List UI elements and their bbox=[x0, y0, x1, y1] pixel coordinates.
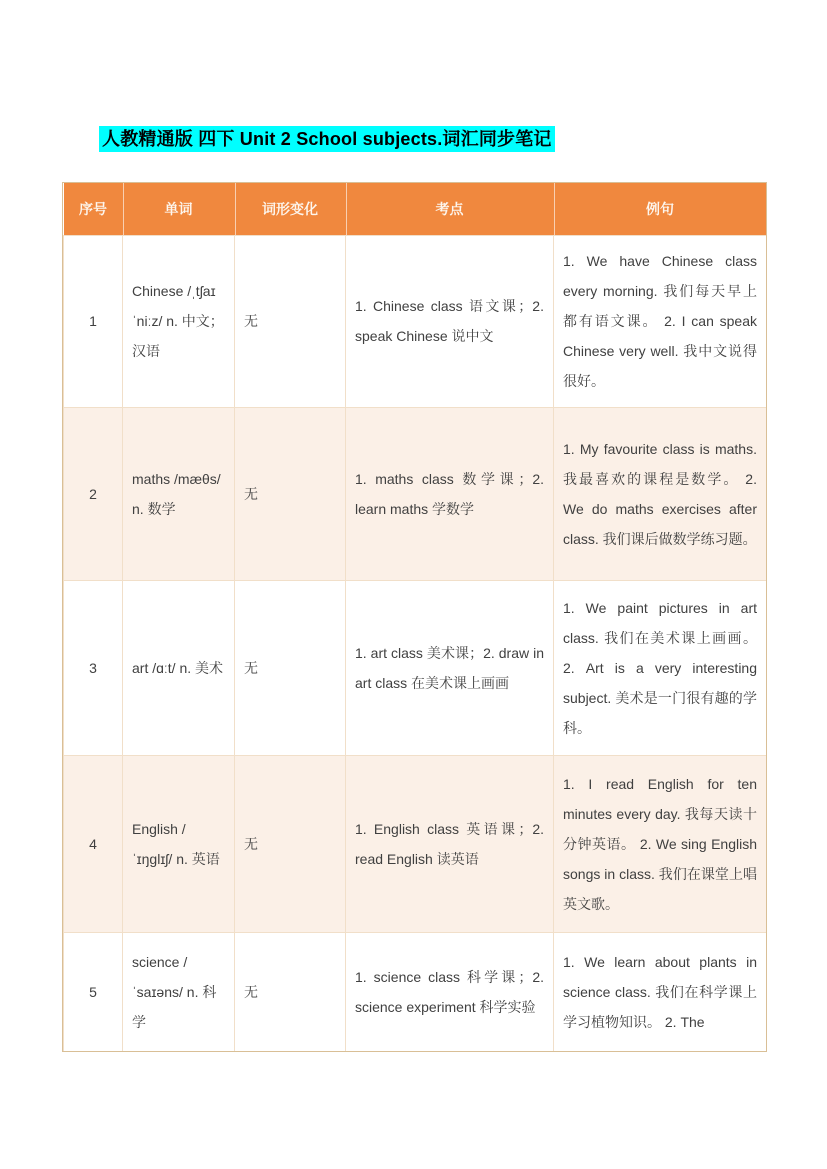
cell-examples: 1. I read English for ten minutes every day. 我每天读十分钟英语。 2. We sing English songs in class. 我们在课堂上唱英文歌。 bbox=[554, 755, 767, 932]
cell-examples: 1. We paint pictures in art class. 我们在美术课上画画。 2. Art is a very interesting subject. 美术是一门很有趣的学科。 bbox=[554, 580, 767, 755]
cell-number: 3 bbox=[64, 580, 123, 755]
header-cell-word-change: 词形变化 bbox=[235, 183, 346, 235]
cell-examples: 1. My favourite class is maths. 我最喜欢的课程是数学。 2. We do maths exercises after class. 我们课后做数学练习题。 bbox=[554, 407, 767, 580]
cell-word: art /ɑːt/ n. 美术 bbox=[123, 580, 235, 755]
header-cell-word: 单词 bbox=[123, 183, 235, 235]
cell-examples: 1. We learn about plants in science class. 我们在科学课上学习植物知识。 2. The bbox=[554, 932, 767, 1052]
table-body bbox=[64, 235, 767, 1052]
cell-number: 4 bbox=[64, 755, 123, 932]
cell-word: Chinese /ˌtʃaɪˈniːz/ n. 中文；汉语 bbox=[123, 235, 235, 407]
cell-test-points: 1. English class 英语课；2. read English 读英语 bbox=[346, 755, 554, 932]
header-cell-examples: 例句 bbox=[554, 183, 767, 235]
cell-word: science /ˈsaɪəns/ n. 科学 bbox=[123, 932, 235, 1052]
cell-test-points: 1. Chinese class 语文课；2. speak Chinese 说中文 bbox=[346, 235, 554, 407]
table-row bbox=[64, 235, 767, 407]
cell-word-change: 无 bbox=[235, 407, 346, 580]
cell-word: English /ˈɪŋglɪʃ/ n. 英语 bbox=[123, 755, 235, 932]
cell-number: 2 bbox=[64, 407, 123, 580]
cell-examples: 1. We have Chinese class every morning. 我们每天早上都有语文课。 2. I can speak Chinese very well. 我中文说得很好。 bbox=[554, 235, 767, 407]
table-row bbox=[64, 755, 767, 932]
cell-test-points: 1. science class 科学课；2. science experiment 科学实验 bbox=[346, 932, 554, 1052]
cell-test-points: 1. maths class 数学课；2. learn maths 学数学 bbox=[346, 407, 554, 580]
header-cell-number: 序号 bbox=[64, 183, 123, 235]
cell-test-points: 1. art class 美术课；2. draw in art class 在美术课上画画 bbox=[346, 580, 554, 755]
table-row bbox=[64, 932, 767, 1052]
header-cell-test-points: 考点 bbox=[346, 183, 554, 235]
cell-word-change: 无 bbox=[235, 235, 346, 407]
cell-number: 5 bbox=[64, 932, 123, 1052]
table-row bbox=[64, 407, 767, 580]
table-header bbox=[64, 183, 767, 235]
header-row bbox=[64, 183, 767, 235]
page-title: 人教精通版 四下 Unit 2 School subjects.词汇同步笔记 bbox=[99, 126, 555, 152]
cell-word-change: 无 bbox=[235, 755, 346, 932]
cell-word: maths /mæθs/ n. 数学 bbox=[123, 407, 235, 580]
cell-word-change: 无 bbox=[235, 932, 346, 1052]
cell-word-change: 无 bbox=[235, 580, 346, 755]
table-row bbox=[64, 580, 767, 755]
vocab-table bbox=[63, 183, 767, 1052]
vocab-table-container bbox=[62, 182, 767, 1052]
cell-number: 1 bbox=[64, 235, 123, 407]
